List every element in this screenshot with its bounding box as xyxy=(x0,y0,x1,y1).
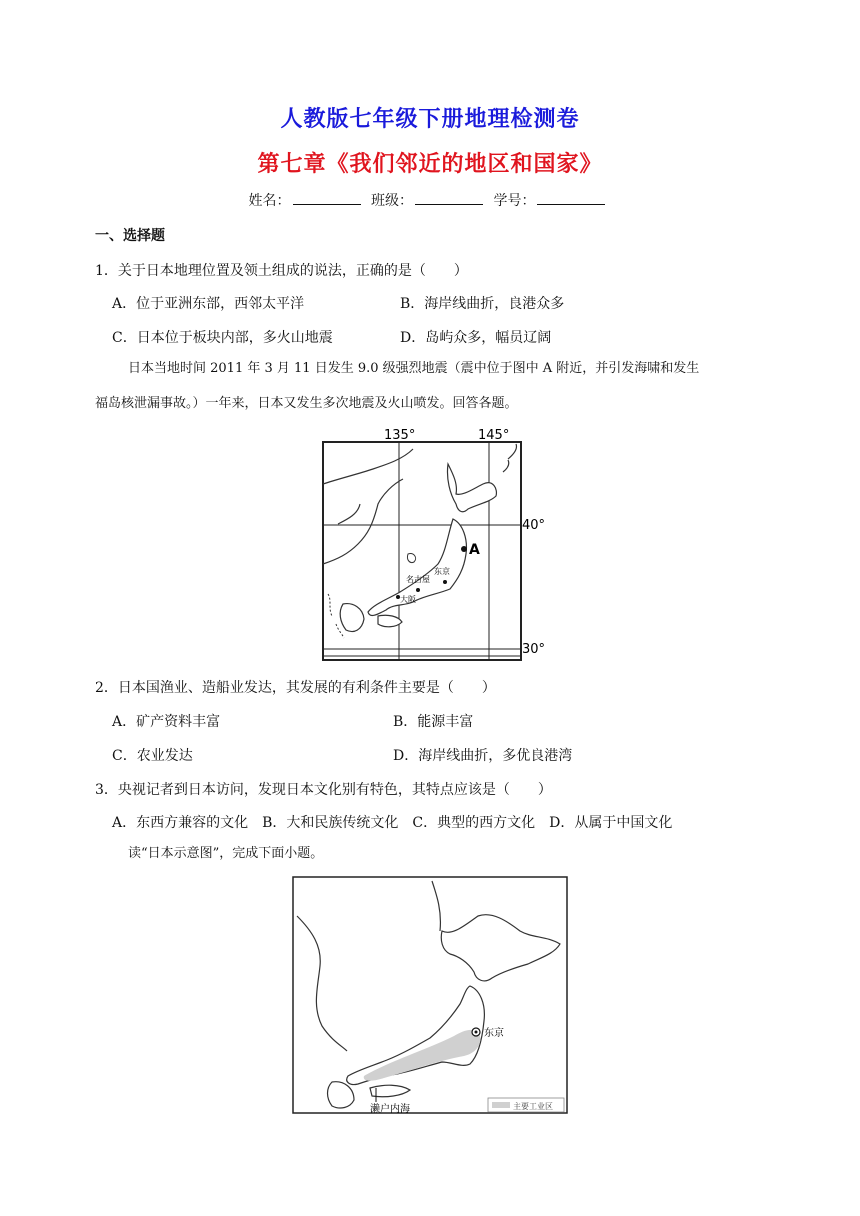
class-blank xyxy=(415,190,483,205)
q2-option-a: A．矿产资料丰富 xyxy=(112,714,221,730)
q1-option-c: C．日本位于板块内部，多火山地震 xyxy=(112,330,333,346)
tokyo-label: 东京 xyxy=(434,567,450,576)
passage-1-line-1: 日本当地时间 2011 年 3 月 11 日发生 9.0 级强烈地震（震中位于图中 A 附近，并引发海啸和发生 xyxy=(128,361,700,376)
point-a-marker xyxy=(461,546,467,552)
osaka-label: 大阪 xyxy=(400,595,416,604)
q3-stem: 3．央视记者到日本访问，发现日本文化别有特色，其特点应该是（ ） xyxy=(95,782,552,798)
q1-stem: 1．关于日本地理位置及领土组成的说法，正确的是（ ） xyxy=(95,263,468,279)
q1-option-b: B．海岸线曲折，良港众多 xyxy=(400,296,565,312)
legend-label: 主要工业区 xyxy=(513,1102,553,1111)
q2-option-c: C．农业发达 xyxy=(112,748,193,764)
class-label: 班级： xyxy=(371,193,413,209)
sado-island xyxy=(407,554,415,563)
legend-swatch xyxy=(492,1102,510,1108)
q1-option-a: A．位于亚洲东部，西邻太平洋 xyxy=(112,296,305,312)
q3-options: A．东西方兼容的文化 B．大和民族传统文化 C．典型的西方文化 D．从属于中国文化 xyxy=(112,815,673,831)
passage-2: 读“日本示意图”，完成下面小题。 xyxy=(128,846,324,861)
lat-40-label: 40° xyxy=(522,518,546,533)
tokyo-marker xyxy=(443,580,447,584)
map-2-frame xyxy=(293,877,567,1113)
japan-map-2 xyxy=(292,876,570,1116)
point-a-label: A xyxy=(469,542,480,558)
q2-stem: 2．日本国渔业、造船业发达，其发展的有利条件主要是（ ） xyxy=(95,680,496,696)
q2-option-b: B．能源丰富 xyxy=(393,714,474,730)
student-info-line xyxy=(0,190,860,210)
lat-30-label: 30° xyxy=(522,642,546,657)
name-label: 姓名： xyxy=(248,193,291,209)
lon-145-label: 145° xyxy=(478,428,510,443)
japan-map-1 xyxy=(318,424,550,666)
page-title: 人教版七年级下册地理检测卷 xyxy=(280,106,580,132)
id-label: 学号： xyxy=(493,193,536,209)
nagoya-label: 名古屋 xyxy=(406,575,430,584)
tokyo-label: 东京 xyxy=(484,1028,504,1039)
section-title: 一、选择题 xyxy=(95,228,165,244)
lon-135-label: 135° xyxy=(384,428,416,443)
passage-1-line-2: 福岛核泄漏事故。）一年来，日本又发生多次地震及火山喷发。回答各题。 xyxy=(95,396,518,411)
q2-option-d: D．海岸线曲折，多优良港湾 xyxy=(393,748,573,764)
q1-option-d: D．岛屿众多，幅员辽阔 xyxy=(400,330,552,346)
nagoya-marker xyxy=(416,588,420,592)
page-subtitle: 第七章《我们邻近的地区和国家》 xyxy=(257,151,603,177)
seto-label: 濑户内海 xyxy=(370,1104,410,1115)
name-blank xyxy=(293,190,361,205)
id-blank xyxy=(537,190,605,205)
